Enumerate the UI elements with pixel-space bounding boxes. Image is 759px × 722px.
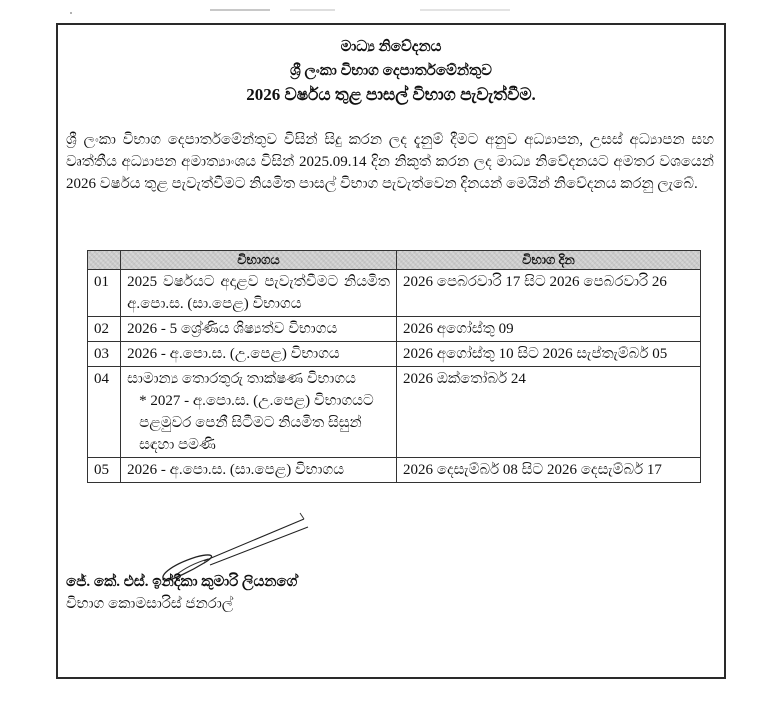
heading-line-subject: 2026 වර්ෂය තුළ පාසල් විභාග පැවැත්වීම. (246, 85, 536, 104)
heading-line-media-release: මාධ්‍ය නිවේදනය (340, 39, 442, 55)
table-row (88, 270, 701, 317)
row-number: 01 (88, 270, 121, 317)
row-exam-date: 2026 දෙසැම්බර් 08 සිට 2026 දෙසැම්බර් 17 (396, 458, 700, 483)
signer-name: ජේ. කේ. එස්. ඉන්දිකා කුමාරි ලියනගේ (66, 574, 298, 590)
signer-block (66, 571, 297, 615)
scan-artifact (210, 9, 270, 11)
row-exam-date: 2026 පෙබරවාරි 17 සිට 2026 පෙබරවාරි 26 (396, 270, 700, 317)
header-number (88, 251, 121, 270)
table-row (88, 342, 701, 367)
table-header-row (88, 251, 701, 270)
heading-line-department: ශ්‍රී ලංකා විභාග දෙපාර්තමේන්තුව (290, 63, 492, 79)
row-exam-cell (121, 367, 397, 458)
scan-artifact (420, 9, 510, 11)
signer-title: විභාග කොමසාරිස් ජනරාල් (66, 596, 234, 612)
row-number: 04 (88, 367, 121, 458)
exam-schedule-table (87, 250, 701, 483)
row-number: 05 (88, 458, 121, 483)
row-exam-note: * 2027 - අ.පො.ස. (උ.පෙළ) විභාගයට පළමුවර පෙනී සිටීමට නියමිත සිසුන් සඳහා පමණි (139, 393, 374, 453)
row-exam-date: 2026 අගෝස්තු 10 සිට 2026 සැප්තැම්බර් 05 (396, 342, 700, 367)
document-heading (58, 35, 724, 107)
row-number: 03 (88, 342, 121, 367)
scan-artifact (290, 9, 335, 11)
row-exam-date: 2026 අගෝස්තු 09 (396, 317, 700, 342)
table-row (88, 367, 701, 458)
row-exam-date: 2026 ඔක්තෝබර් 24 (396, 367, 700, 458)
row-exam: 2026 - අ.පො.ස. (උ.පෙළ) විභාගය (121, 342, 397, 367)
row-number: 02 (88, 317, 121, 342)
intro-paragraph: ශ්‍රී ලංකා විභාග දෙපාර්තමේන්තුව විසින් සිදු කරන ලද දැනුම් දීමට අනුව අධ්‍යාපන, උසස් අධ්‍යාපන සහ වෘත්තීය අධ්‍යාපන අමාත්‍යාංශය විසින් 2025.09.14 දින නිකුත් කරන ලද මාධ්‍ය නිවේදනයට අමතර වශයෙන් 2026 වර්ෂය තුළ පැවැත්වීමට නියමිත පාසල් විභාග පැවැත්වෙන දිනයන් මෙයින් නිවේදනය කරනු ලැබේ. (66, 132, 714, 192)
scan-speck (70, 12, 72, 14)
press-release-frame (56, 23, 726, 679)
header-exam-date: විභාග දින (396, 251, 700, 270)
row-exam: 2026 - 5 ශ්‍රේණිය ශිෂ්‍යත්ව විභාගය (121, 317, 397, 342)
table-row (88, 458, 701, 483)
header-exam: විභාගය (121, 251, 397, 270)
row-exam: සාමාන්‍ය තොරතුරු තාක්ෂණ විභාගය (127, 371, 356, 387)
table-row (88, 317, 701, 342)
row-exam: 2026 - අ.පො.ස. (සා.පෙළ) විභාගය (121, 458, 397, 483)
row-exam: 2025 වර්ෂයට අදාළව පැවැත්වීමට නියමිත අ.පො.ස. (සා.පෙළ) විභාගය (121, 270, 397, 317)
